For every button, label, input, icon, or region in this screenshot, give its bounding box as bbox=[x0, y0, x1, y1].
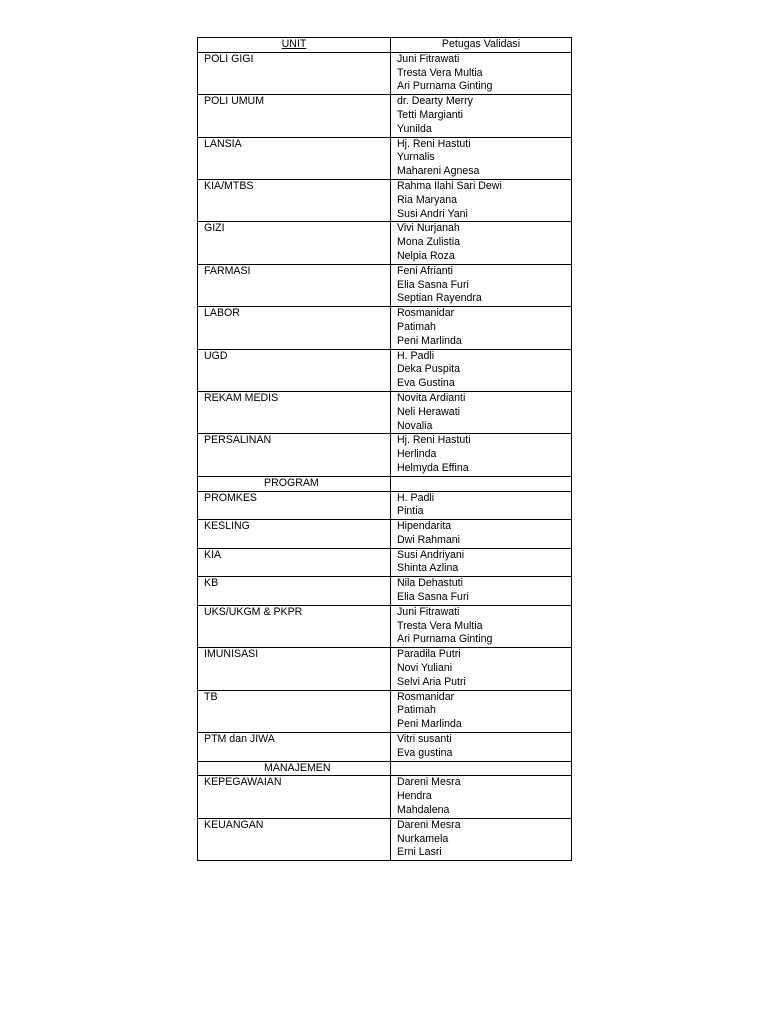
manajemen-section-label: MANAJEMEN bbox=[198, 761, 391, 776]
officer-name: Tresta Vera Multia bbox=[397, 619, 483, 632]
unit-cell: KIA bbox=[198, 548, 391, 577]
unit-cell: KEPEGAWAIAN bbox=[198, 776, 391, 818]
unit-cell: PROMKES bbox=[198, 491, 391, 520]
officer-name: Mahdalena bbox=[397, 804, 450, 817]
officer-name: Ari Purnama Ginting bbox=[397, 633, 493, 646]
unit-cell: LANSIA bbox=[198, 137, 391, 179]
officers-cell bbox=[391, 264, 572, 306]
officer-name: Tresta Vera Multia bbox=[397, 66, 483, 79]
officer-name: Mahareni Agnesa bbox=[397, 165, 480, 178]
officer-name: Eva Gustina bbox=[397, 377, 455, 390]
unit-cell: GIZI bbox=[198, 222, 391, 264]
officer-name: Deka Puspita bbox=[397, 363, 461, 376]
program-section-row bbox=[198, 476, 572, 491]
table-row bbox=[198, 222, 572, 264]
table-row bbox=[198, 491, 572, 520]
unit-cell: UGD bbox=[198, 349, 391, 391]
officer-name: Rosmanidar bbox=[397, 690, 455, 703]
officer-name: Mona Zulistia bbox=[397, 236, 460, 249]
officer-name: Peni Marlinda bbox=[397, 334, 462, 347]
officer-name: Patimah bbox=[397, 320, 436, 333]
header-unit-label: UNIT bbox=[281, 38, 307, 50]
unit-cell: REKAM MEDIS bbox=[198, 391, 391, 433]
officers-cell bbox=[391, 733, 572, 762]
officer-name: Vitri susanti bbox=[397, 733, 452, 746]
unit-cell: UKS/UKGM & PKPR bbox=[198, 605, 391, 647]
header-unit-cell bbox=[198, 38, 391, 53]
officer-name: Ari Purnama Ginting bbox=[397, 80, 493, 93]
officer-name: Eva gustina bbox=[397, 746, 453, 759]
unit-cell: KIA/MTBS bbox=[198, 179, 391, 221]
officer-name: Susi Andriyani bbox=[397, 548, 465, 561]
unit-cell: KESLING bbox=[198, 520, 391, 549]
officers-cell bbox=[391, 776, 572, 818]
officers-cell bbox=[391, 434, 572, 476]
officer-name: Dwi Rahmani bbox=[397, 533, 460, 546]
officers-cell bbox=[391, 179, 572, 221]
table-row bbox=[198, 179, 572, 221]
officer-name: Nila Dehastuti bbox=[397, 577, 463, 590]
officer-name: Hipendarita bbox=[397, 520, 452, 533]
table-row bbox=[198, 577, 572, 606]
officer-name: Dareni Mesra bbox=[397, 818, 461, 831]
officers-cell bbox=[391, 307, 572, 349]
officer-name: Vivi Nurjanah bbox=[397, 222, 460, 235]
officer-name: Hj. Reni Hastuti bbox=[397, 434, 471, 447]
unit-cell: POLI UMUM bbox=[198, 95, 391, 137]
unit-cell: LABOR bbox=[198, 307, 391, 349]
unit-cell: TB bbox=[198, 690, 391, 732]
officers-cell bbox=[391, 577, 572, 606]
officer-name: Erni Lasri bbox=[397, 846, 442, 859]
table-row bbox=[198, 52, 572, 94]
officer-name: Feni Afrianti bbox=[397, 264, 453, 277]
officer-name: Rahma Ilahi Sari Dewi bbox=[397, 179, 502, 192]
officer-name: Dareni Mesra bbox=[397, 776, 461, 789]
officer-name: Juni Fitrawati bbox=[397, 605, 460, 618]
officers-cell bbox=[391, 52, 572, 94]
officers-cell bbox=[391, 818, 572, 860]
table-row bbox=[198, 520, 572, 549]
program-section-label: PROGRAM bbox=[198, 476, 391, 491]
officer-name: Yurnalis bbox=[397, 151, 435, 164]
officer-name: Pintia bbox=[397, 505, 424, 518]
officer-name: Patimah bbox=[397, 704, 436, 717]
header-petugas-cell bbox=[391, 38, 572, 53]
officer-name: Rosmanidar bbox=[397, 307, 455, 320]
table-row bbox=[198, 434, 572, 476]
table-row bbox=[198, 818, 572, 860]
manajemen-section-row bbox=[198, 761, 572, 776]
officers-cell bbox=[391, 137, 572, 179]
unit-cell: IMUNISASI bbox=[198, 648, 391, 690]
officer-name: Peni Marlinda bbox=[397, 718, 462, 731]
table-row bbox=[198, 137, 572, 179]
officer-name: Elia Sasna Furi bbox=[397, 278, 469, 291]
program-section-empty-cell bbox=[391, 476, 572, 491]
table-row bbox=[198, 776, 572, 818]
unit-cell: KEUANGAN bbox=[198, 818, 391, 860]
header-petugas-label: Petugas Validasi bbox=[441, 38, 521, 50]
table-row bbox=[198, 648, 572, 690]
validation-officer-table bbox=[197, 37, 572, 861]
officer-name: Nurkamela bbox=[397, 832, 449, 845]
officer-name: Hj. Reni Hastuti bbox=[397, 137, 471, 150]
officer-name: Novi Yuliani bbox=[397, 662, 453, 675]
officer-name: Neli Herawati bbox=[397, 405, 460, 418]
officer-name: Ria Maryana bbox=[397, 193, 458, 206]
officers-cell bbox=[391, 648, 572, 690]
officers-cell bbox=[391, 222, 572, 264]
officer-name: H. Padli bbox=[397, 349, 435, 362]
table-row bbox=[198, 95, 572, 137]
table-row bbox=[198, 349, 572, 391]
officer-name: Susi Andri Yani bbox=[397, 207, 468, 220]
validation-officer-table-container bbox=[197, 37, 572, 861]
officer-name: Juni Fitrawati bbox=[397, 52, 460, 65]
officer-name: Novalia bbox=[397, 419, 433, 432]
table-row bbox=[198, 605, 572, 647]
table-row bbox=[198, 307, 572, 349]
unit-cell: FARMASI bbox=[198, 264, 391, 306]
manajemen-section-empty-cell bbox=[391, 761, 572, 776]
table-row bbox=[198, 548, 572, 577]
officer-name: Herlinda bbox=[397, 448, 437, 461]
officers-cell bbox=[391, 491, 572, 520]
table-row bbox=[198, 391, 572, 433]
officer-name: Elia Sasna Furi bbox=[397, 591, 469, 604]
officer-name: Paradila Putri bbox=[397, 648, 461, 661]
officers-cell bbox=[391, 605, 572, 647]
officer-name: Yunilda bbox=[397, 122, 432, 135]
unit-cell: PTM dan JIWA bbox=[198, 733, 391, 762]
officer-name: Tetti Margianti bbox=[397, 108, 463, 121]
officer-name: Nelpia Roza bbox=[397, 249, 455, 262]
unit-cell: PERSALINAN bbox=[198, 434, 391, 476]
officer-name: dr. Dearty Merry bbox=[397, 95, 473, 108]
officer-name: Septian Rayendra bbox=[397, 292, 482, 305]
officer-name: Shinta Azlina bbox=[397, 562, 459, 575]
officer-name: H. Padli bbox=[397, 491, 435, 504]
officer-name: Helmyda Effina bbox=[397, 461, 469, 474]
officer-name: Selvi Aria Putri bbox=[397, 675, 466, 688]
table-header-row bbox=[198, 38, 572, 53]
officer-name: Novita Ardianti bbox=[397, 391, 466, 404]
officers-cell bbox=[391, 520, 572, 549]
table-row bbox=[198, 690, 572, 732]
officers-cell bbox=[391, 349, 572, 391]
table-row bbox=[198, 733, 572, 762]
officers-cell bbox=[391, 95, 572, 137]
officer-name: Hendra bbox=[397, 790, 432, 803]
unit-cell: POLI GIGI bbox=[198, 52, 391, 94]
officers-cell bbox=[391, 690, 572, 732]
officers-cell bbox=[391, 548, 572, 577]
officers-cell bbox=[391, 391, 572, 433]
unit-cell: KB bbox=[198, 577, 391, 606]
table-row bbox=[198, 264, 572, 306]
